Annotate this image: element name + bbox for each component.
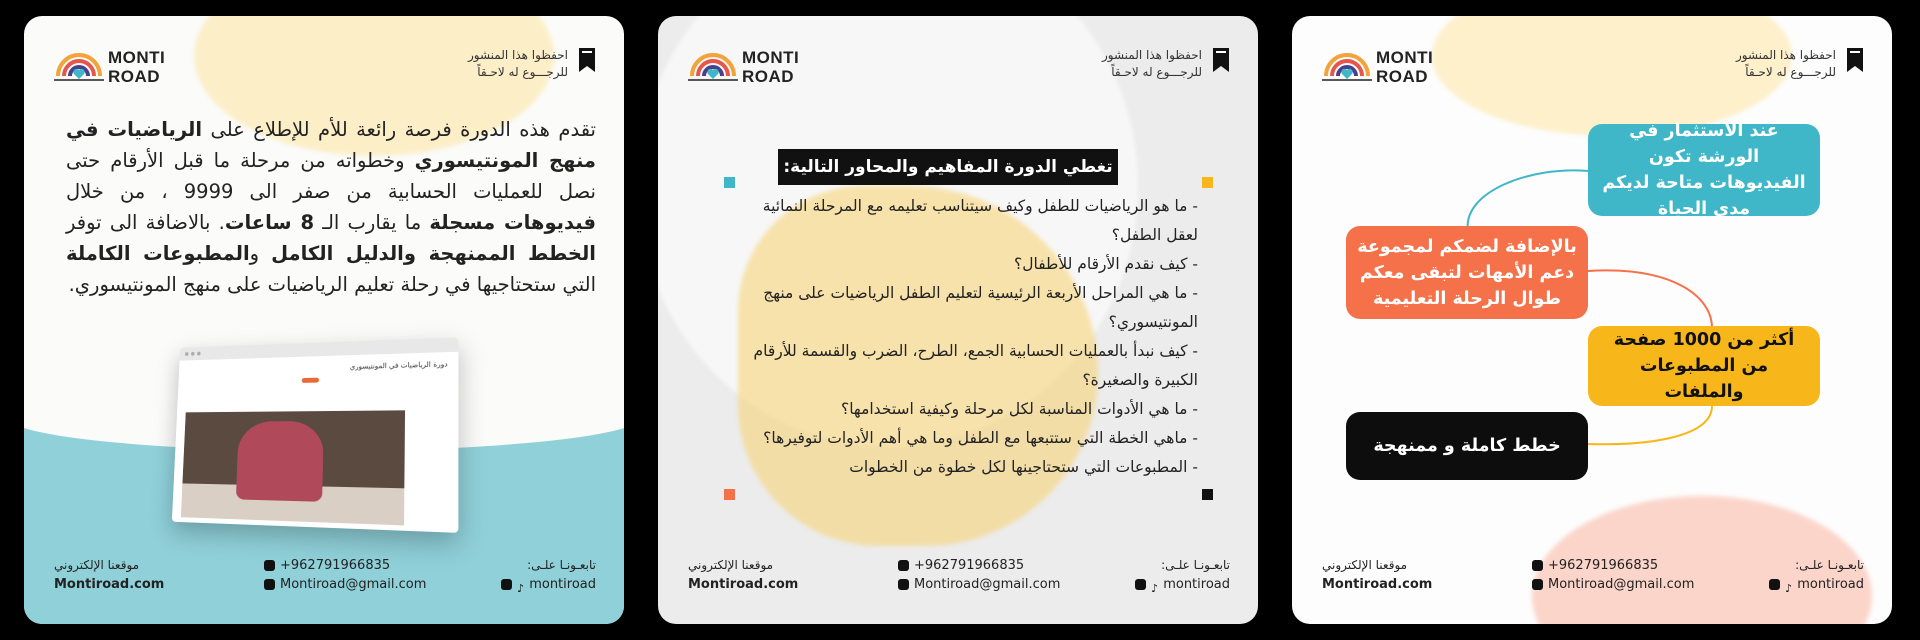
- highlight-text: المطبوعات الكاملة: [66, 242, 250, 265]
- follow-label: تابعـونـا علـى:: [1161, 558, 1230, 572]
- email-icon: [1532, 579, 1543, 590]
- tiktok-icon: ♪: [517, 582, 525, 595]
- email-icon: [264, 579, 275, 590]
- social-handle[interactable]: montiroad: [529, 577, 596, 592]
- brand-line-1: MONTI: [1376, 48, 1434, 67]
- phone-number[interactable]: +962791966835: [914, 558, 1025, 573]
- bookmark-icon: [1212, 47, 1230, 73]
- rainbow-heart-logo-icon: [688, 46, 738, 86]
- whatsapp-icon: [264, 560, 275, 571]
- save-note-line-1: احفظوا هذا المنشور: [467, 48, 568, 62]
- email-icon: [898, 579, 909, 590]
- brand-logo: [688, 46, 828, 90]
- follow-label: تابعـونـا علـى:: [1795, 558, 1864, 572]
- whatsapp-icon: [1532, 560, 1543, 571]
- tiktok-icon: ♪: [1151, 582, 1159, 595]
- post-card-1: [24, 16, 624, 624]
- description-text: . بالاضافة الى توفر: [66, 211, 225, 234]
- description-text: وخطواته من مرحلة ما قبل الأرقام حتى نصل للعمليات الحسابية من صفر الى 9999 ، من خلال: [66, 149, 596, 203]
- brand-line-2: ROAD: [742, 67, 795, 86]
- brand-line-2: ROAD: [1376, 67, 1429, 86]
- email-address[interactable]: Montiroad@gmail.com: [914, 577, 1061, 592]
- connector-lines: [1292, 16, 1892, 624]
- description-text: تقدم هذه الدورة فرصة رائعة للأم للإطلاع على: [202, 118, 596, 141]
- site-url[interactable]: Montiroad.com: [54, 577, 165, 592]
- topic-item: - ما هو الرياضيات للطفل وكيف سيتناسب تعليمه مع المرحلة النمائية لعقل الطفل؟: [762, 197, 1198, 244]
- brand-line-1: MONTI: [742, 48, 800, 67]
- topics-heading: تغطي الدورة المفاهيم والمحاور التالية:: [778, 149, 1118, 185]
- card-footer: [54, 556, 596, 596]
- topic-item: - ما هي الأدوات المناسبة لكل مرحلة وكيفية استخدامها؟: [840, 400, 1198, 418]
- save-note-line-1: احفظوا هذا المنشور: [1735, 48, 1836, 62]
- mockup-button: [302, 378, 319, 383]
- follow-label: تابعـونـا علـى:: [527, 558, 596, 572]
- video-thumbnail: [181, 410, 405, 525]
- instagram-icon: [1135, 579, 1146, 590]
- bookmark-icon: [578, 47, 596, 73]
- decor-square-orange: [724, 489, 735, 500]
- description-text: ما يقارب الـ: [314, 211, 430, 234]
- decor-square-black: [1202, 489, 1213, 500]
- card-footer: [1322, 556, 1864, 596]
- rainbow-heart-logo-icon: [54, 46, 104, 86]
- benefit-bubble-plans: خطط كاملة و ممنهجة: [1346, 412, 1588, 480]
- description-text: و: [249, 242, 272, 265]
- benefit-bubble-lifetime-access: عند الاستثمار في الورشة تكون الفيديوهات متاحة لديكم مدى الحياة: [1588, 124, 1820, 216]
- topic-item: - المطبوعات التي ستحتاجينها لكل خطوة من الخطوات: [849, 458, 1198, 476]
- benefit-bubble-support-group: بالإضافة لضمكم لمجموعة دعم الأمهات لتبقى معكم طوال الرحلة التعليمية: [1346, 226, 1588, 319]
- description-text: التي ستحتاجيها في رحلة تعليم الرياضيات على منهج المونتيسوري.: [68, 273, 596, 296]
- topic-item: - ما هي المراحل الأربعة الرئيسية لتعليم الطفل الرياضيات على منهج المونتيسوري؟: [763, 284, 1198, 331]
- decor-square-blue: [724, 177, 735, 188]
- card-footer: [688, 556, 1230, 596]
- course-description: [66, 114, 596, 300]
- brand-logo: [54, 46, 194, 90]
- phone-number[interactable]: +962791966835: [1548, 558, 1659, 573]
- save-note: [1102, 47, 1230, 81]
- topics-list: [728, 192, 1198, 482]
- post-card-2: [658, 16, 1258, 624]
- mockup-title: دورة الرياضيات في المونتيسوري: [349, 360, 448, 371]
- save-note-line-2: للرجـــوع له لاحـقاً: [477, 65, 568, 79]
- highlight-text: الرياضيات في منهج المونتيسوري: [66, 118, 596, 172]
- phone-number[interactable]: +962791966835: [280, 558, 391, 573]
- social-handle[interactable]: montiroad: [1797, 577, 1864, 592]
- site-label: موقعنا الإلكتروني: [54, 558, 140, 572]
- brand-line-1: MONTI: [108, 48, 166, 67]
- email-address[interactable]: Montiroad@gmail.com: [1548, 577, 1695, 592]
- topic-item: - كيف نبدأ بالعمليات الحسابية الجمع، الطرح، الضرب والقسمة للأرقام الكبيرة والصغيرة؟: [753, 342, 1198, 389]
- brand-line-2: ROAD: [108, 67, 161, 86]
- save-note-line-1: احفظوا هذا المنشور: [1101, 48, 1202, 62]
- post-card-3: [1292, 16, 1892, 624]
- highlight-text: الخطط الممنهجة والدليل الكامل: [271, 242, 596, 265]
- site-label: موقعنا الإلكتروني: [688, 558, 774, 572]
- site-url[interactable]: Montiroad.com: [688, 577, 799, 592]
- save-note: [468, 47, 596, 81]
- benefit-bubble-printables: أكثر من 1000 صفحة من المطبوعات والملفات: [1588, 326, 1820, 406]
- email-address[interactable]: Montiroad@gmail.com: [280, 577, 427, 592]
- tiktok-icon: ♪: [1785, 582, 1793, 595]
- whatsapp-icon: [898, 560, 909, 571]
- save-note-line-2: للرجـــوع له لاحـقاً: [1745, 65, 1836, 79]
- highlight-text: فيديوهات مسجلة: [429, 211, 596, 234]
- topic-item: - ماهي الخطة التي ستتبعها مع الطفل وما هي أهم الأدوات لتوفيرها؟: [763, 429, 1198, 447]
- topic-item: - كيف نقدم الأرقام للأطفال؟: [1013, 255, 1198, 273]
- instagram-icon: [501, 579, 512, 590]
- highlight-text: 8 ساعات: [224, 211, 315, 234]
- save-note-line-2: للرجـــوع له لاحـقاً: [1111, 65, 1202, 79]
- course-website-mockup: [172, 337, 459, 532]
- instagram-icon: [1769, 579, 1780, 590]
- social-handle[interactable]: montiroad: [1163, 577, 1230, 592]
- site-url[interactable]: Montiroad.com: [1322, 577, 1433, 592]
- decor-square-yellow: [1202, 177, 1213, 188]
- site-label: موقعنا الإلكتروني: [1322, 558, 1408, 572]
